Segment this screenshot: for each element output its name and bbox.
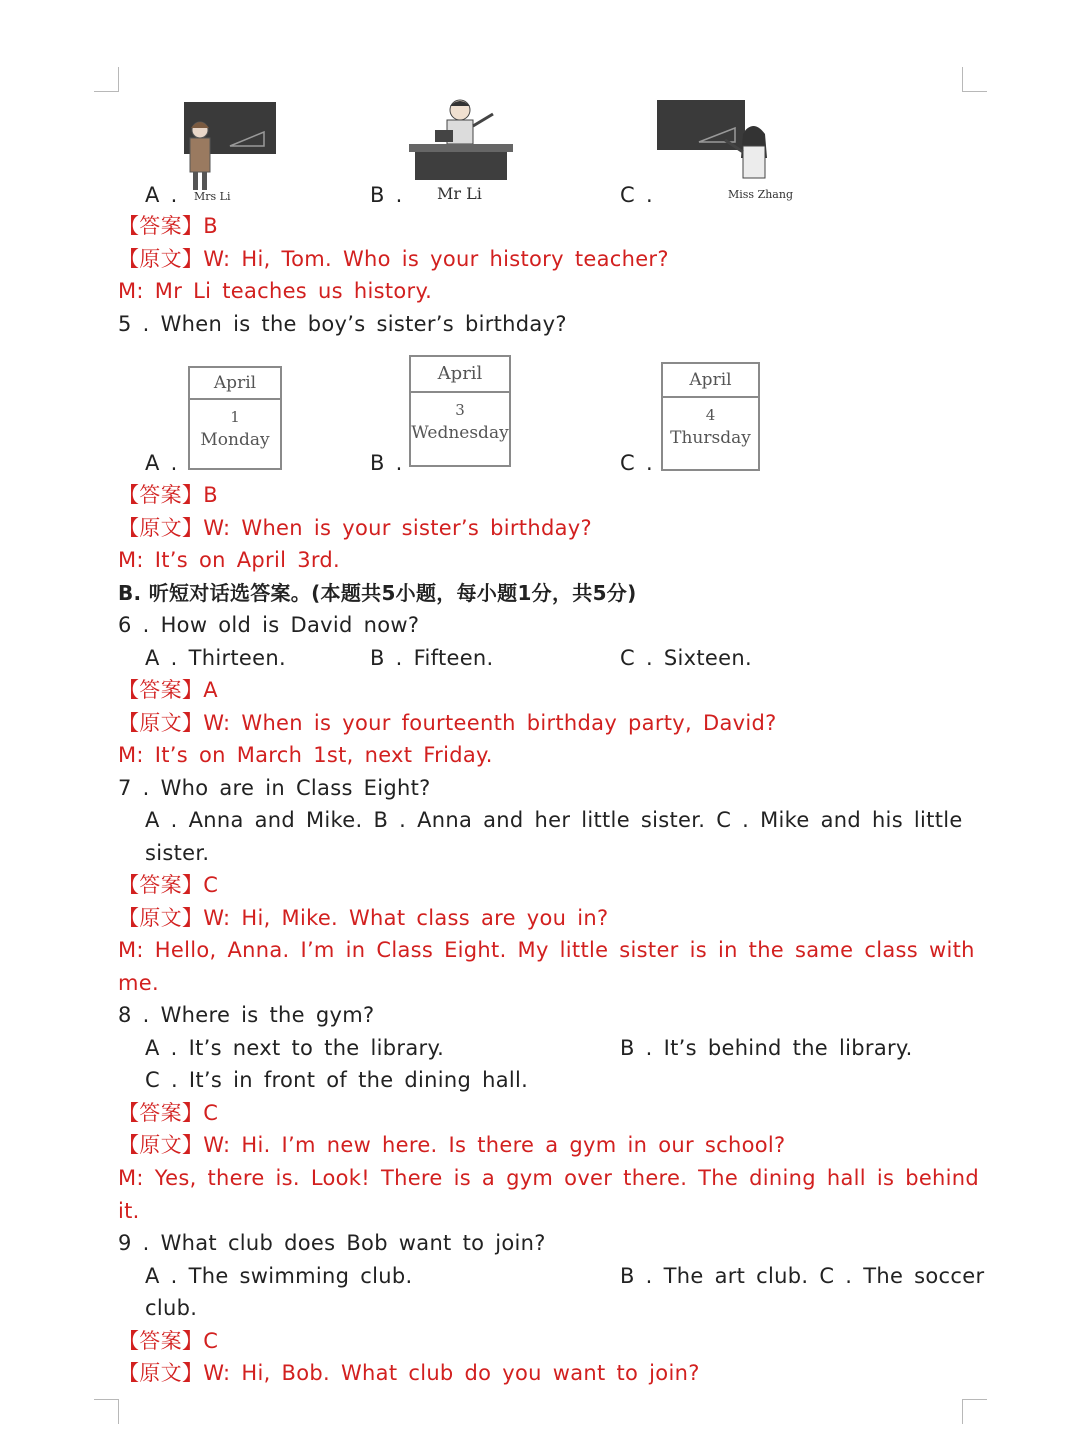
q9-option-c-continued: club.: [145, 1296, 198, 1320]
calendar-month: April: [411, 357, 509, 393]
q4-option-a-caption: Mrs Li: [194, 190, 231, 203]
q6-answer: 【答案】A: [118, 678, 218, 702]
q5-transcript-line2: M: It’s on April 3rd.: [118, 548, 341, 572]
q9-options-b-c: B . The art club. C . The soccer: [620, 1264, 985, 1288]
calendar-weekday: Thursday: [670, 428, 751, 448]
calendar-month: April: [190, 368, 280, 400]
q5-question: 5 . When is the boy’s sister’s birthday?: [118, 312, 567, 336]
q6-question: 6 . How old is David now?: [118, 613, 420, 637]
crop-mark-bottom-right: [962, 1399, 987, 1424]
q5-option-a-label: A .: [145, 451, 178, 475]
q5-option-c-label: C .: [620, 451, 653, 475]
q7-options-line2: sister.: [145, 841, 210, 865]
crop-mark-bottom-left: [94, 1399, 119, 1424]
q8-transcript-line3: it.: [118, 1199, 140, 1223]
section-b-heading: B. 听短对话选答案。(本题共5小题，每小题1分，共5分): [118, 581, 637, 605]
calendar-date: 1: [230, 408, 240, 426]
calendar-april-4: [661, 362, 760, 471]
calendar-date: 3: [455, 401, 465, 419]
crop-mark-top-left: [94, 67, 119, 92]
q9-option-a: A . The swimming club.: [145, 1264, 413, 1288]
q5-transcript-line1: 【原文】W: When is your sister’s birthday?: [118, 516, 592, 540]
q8-answer: 【答案】C: [118, 1101, 219, 1125]
q4-transcript-line2: M: Mr Li teaches us history.: [118, 279, 433, 303]
q4-answer: 【答案】B: [118, 214, 218, 238]
miss-zhang-picture: [655, 98, 781, 190]
q7-answer: 【答案】C: [118, 873, 219, 897]
q7-question: 7 . Who are in Class Eight?: [118, 776, 431, 800]
q8-transcript-line2: M: Yes, there is. Look! There is a gym over there. The dining hall is behind: [118, 1166, 980, 1190]
q9-question: 9 . What club does Bob want to join?: [118, 1231, 546, 1255]
calendar-weekday: Wednesday: [411, 423, 509, 443]
q7-transcript-line3: me.: [118, 971, 159, 995]
q7-transcript-line2: M: Hello, Anna. I’m in Class Eight. My little sister is in the same class with: [118, 938, 975, 962]
mr-li-picture: [405, 96, 517, 184]
calendar-date: 4: [705, 406, 716, 424]
q7-transcript-line1: 【原文】W: Hi, Mike. What class are you in?: [118, 906, 609, 930]
q4-transcript-line1: 【原文】W: Hi, Tom. Who is your history teacher?: [118, 247, 669, 271]
q4-option-b-caption: Mr Li: [437, 184, 482, 203]
q5-answer: 【答案】B: [118, 483, 218, 507]
q4-option-c-label: C .: [620, 183, 653, 207]
q5-option-b-label: B .: [370, 451, 403, 475]
q6-option-c: C . Sixteen.: [620, 646, 752, 670]
calendar-april-1: [188, 366, 282, 470]
q4-option-c-caption: Miss Zhang: [728, 188, 793, 201]
q7-options-line1: A . Anna and Mike. B . Anna and her little sister. C . Mike and his little: [145, 808, 963, 832]
calendar-weekday: Monday: [200, 430, 270, 450]
calendar-april-3: [409, 355, 511, 467]
q9-answer: 【答案】C: [118, 1329, 219, 1353]
q6-option-b: B . Fifteen.: [370, 646, 494, 670]
crop-mark-top-right: [962, 67, 987, 92]
q4-option-b-label: B .: [370, 183, 403, 207]
q6-option-a: A . Thirteen.: [145, 646, 286, 670]
q4-option-a-label: A .: [145, 183, 178, 207]
q6-transcript-line2: M: It’s on March 1st, next Friday.: [118, 743, 493, 767]
mrs-li-picture: [180, 100, 280, 192]
q8-option-c: C . It’s in front of the dining hall.: [145, 1068, 529, 1092]
q8-option-a: A . It’s next to the library.: [145, 1036, 445, 1060]
q8-question: 8 . Where is the gym?: [118, 1003, 375, 1027]
q8-option-b: B . It’s behind the library.: [620, 1036, 913, 1060]
q9-transcript-line1: 【原文】W: Hi, Bob. What club do you want to join?: [118, 1361, 700, 1385]
q8-transcript-line1: 【原文】W: Hi. I’m new here. Is there a gym in our school?: [118, 1133, 786, 1157]
calendar-month: April: [663, 364, 758, 398]
q6-transcript-line1: 【原文】W: When is your fourteenth birthday party, David?: [118, 711, 777, 735]
